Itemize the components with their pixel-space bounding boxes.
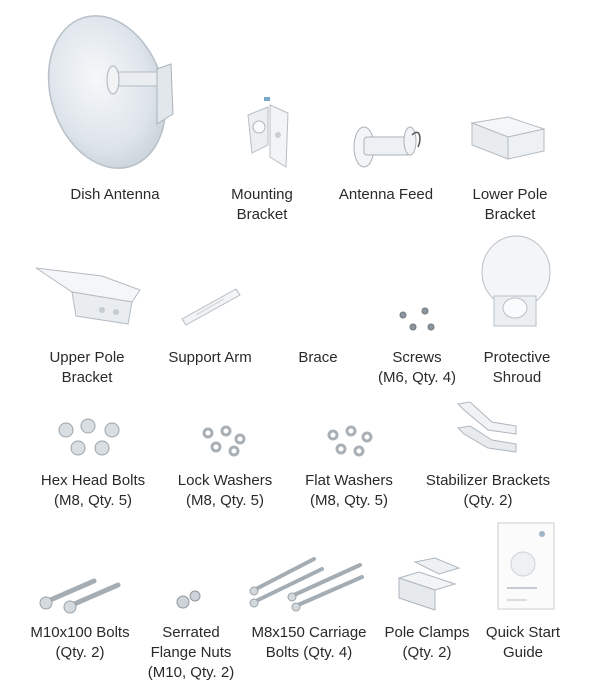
upper-pole-bracket-illustration <box>32 262 142 330</box>
hex-head-bolts-illustration <box>58 420 128 458</box>
brace-label: Brace <box>298 349 338 366</box>
quick-start-guide-illustration <box>497 522 557 612</box>
dish-antenna-illustration <box>45 14 180 174</box>
quick-start-guide-label: Quick Start Guide <box>485 624 561 661</box>
flat-washers-illustration <box>325 425 375 457</box>
m10x100-bolts-label: M10x100 Bolts (Qty. 2) <box>30 624 130 661</box>
m8x150-carriage-bolts-illustration <box>248 555 368 610</box>
screws-illustration <box>395 307 440 337</box>
screws-label: Screws (M6, Qty. 4) <box>377 349 457 386</box>
m8x150-carriage-bolts-label: M8x150 Carriage Bolts (Qty. 4) <box>251 624 367 661</box>
stabilizer-brackets-illustration <box>452 400 522 458</box>
protective-shroud-illustration <box>478 234 553 334</box>
stabilizer-brackets-label: Stabilizer Brackets (Qty. 2) <box>425 472 551 509</box>
upper-pole-bracket-label: Upper Pole Bracket <box>49 349 125 386</box>
protective-shroud-label: Protective Shroud <box>483 349 551 386</box>
serrated-flange-nuts-illustration <box>175 590 205 610</box>
lock-washers-label: Lock Washers (M8, Qty. 5) <box>177 472 273 509</box>
pole-clamps-label: Pole Clamps (Qty. 2) <box>384 624 470 661</box>
antenna-feed-illustration <box>350 115 430 170</box>
dish-antenna-label: Dish Antenna <box>70 186 160 203</box>
mounting-bracket-label: Mounting Bracket <box>231 186 293 223</box>
serrated-flange-nuts-label: Serrated Flange Nuts (M10, Qty. 2) <box>147 624 235 681</box>
pole-clamps-illustration <box>395 558 463 613</box>
m10x100-bolts-illustration <box>38 575 123 610</box>
lock-washers-illustration <box>200 425 250 455</box>
mounting-bracket-illustration <box>240 95 295 170</box>
hex-head-bolts-label: Hex Head Bolts (M8, Qty. 5) <box>40 472 146 509</box>
antenna-feed-label: Antenna Feed <box>338 186 434 203</box>
lower-pole-bracket-illustration <box>468 115 548 165</box>
support-arm-illustration <box>178 285 243 330</box>
flat-washers-label: Flat Washers (M8, Qty. 5) <box>305 472 393 509</box>
support-arm-label: Support Arm <box>168 349 252 366</box>
lower-pole-bracket-label: Lower Pole Bracket <box>472 186 548 223</box>
